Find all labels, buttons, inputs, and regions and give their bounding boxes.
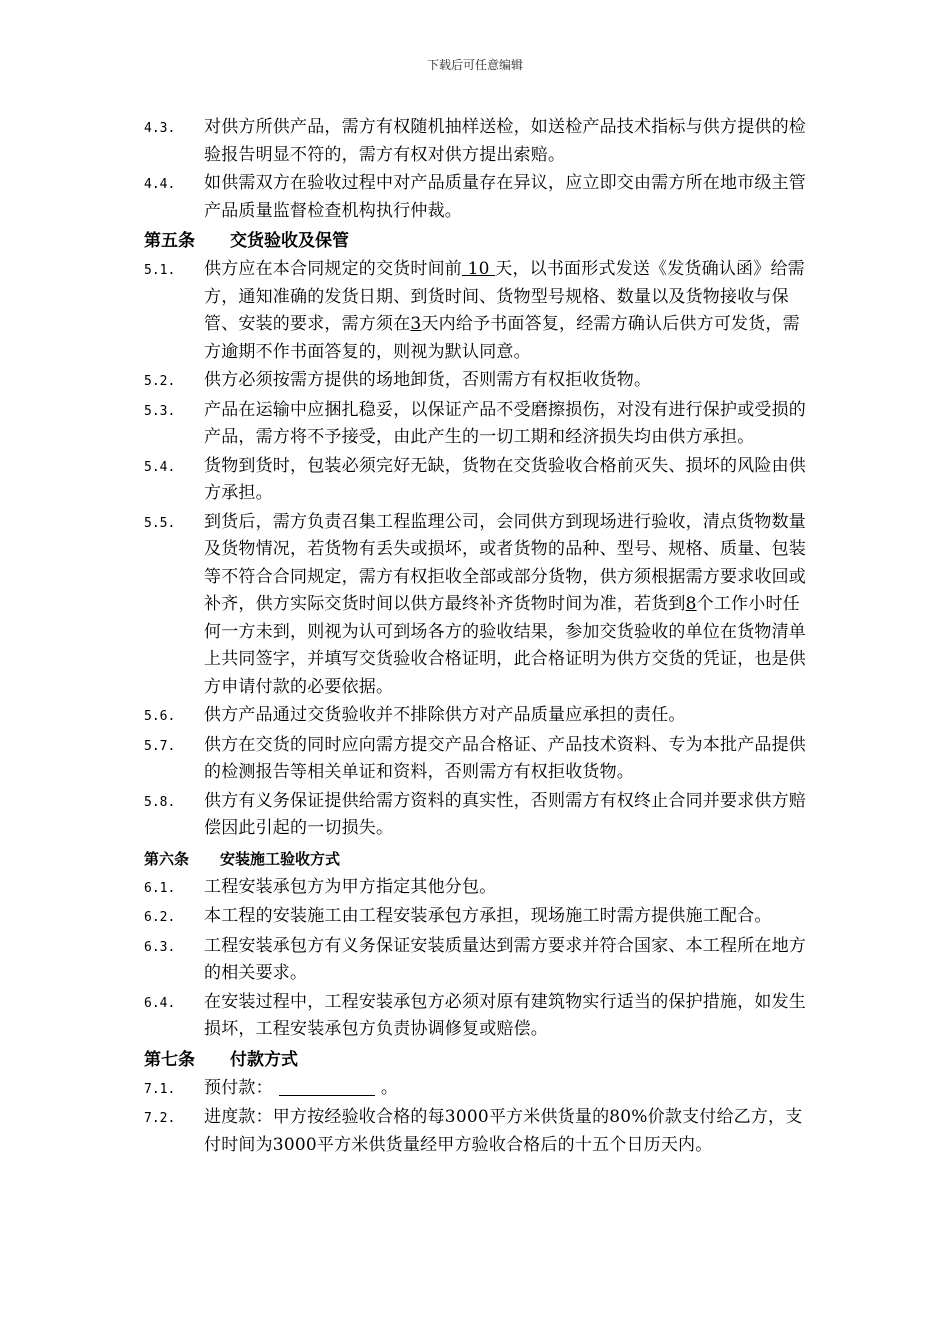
clause-5-3 (144, 397, 814, 452)
article-6-heading (144, 844, 814, 874)
clause-number: 6.2. (144, 910, 176, 925)
clause-text: 供方在交货的同时应向需方提交产品合格证、产品技术资料、专为本批产品提供的检测报告等相关单证和资料，否则需方有权拒收货物。 (204, 734, 806, 782)
page-header: 下载后可任意编辑 (426, 58, 523, 72)
reply-days-value: 3 (410, 314, 422, 334)
work-hours-value: 8 (685, 594, 697, 614)
clause-end-mark: 。 (380, 1077, 399, 1098)
article-7-heading (144, 1045, 814, 1075)
article-number: 第七条 (144, 1049, 195, 1070)
clause-text: 供方必须按需方提供的场地卸货，否则需方有权拒收货物。 (204, 370, 652, 390)
article-title: 交货验收及保管 (230, 231, 349, 251)
clause-number: 5.1. (144, 263, 176, 278)
clause-text (204, 1075, 814, 1104)
clause-number: 5.5. (144, 515, 176, 531)
clause-number: 6.3. (144, 939, 176, 955)
clause-number: 4.3. (144, 121, 176, 136)
clause-text: 货物到货时，包装必须完好无缺，货物在交货验收合格前灭失、损坏的风险由供方承担。 (204, 455, 806, 503)
clause-5-8 (144, 788, 814, 843)
clause-6-3 (144, 933, 814, 988)
clause-text (204, 256, 814, 366)
days-before-value: 10 (462, 259, 496, 279)
clause-text: 在安装过程中，工程安装承包方必须对原有建筑物实行适当的保护措施，如发生损坏，工程安装承包方负责协调修复或赔偿。 (204, 991, 806, 1039)
clause-5-6 (144, 702, 814, 731)
clause-5-5 (144, 509, 814, 702)
clause-number: 5.7. (144, 738, 176, 754)
clause-text-part: 供方应在本合同规定的交货时间前 (204, 259, 462, 279)
clause-text: 本工程的安装施工由工程安装承包方承担，现场施工时需方提供施工配合。 (204, 906, 772, 926)
clause-5-7 (144, 732, 814, 787)
clause-5-1 (144, 256, 814, 366)
clause-number: 7.2. (144, 1111, 176, 1126)
clause-number: 5.2. (144, 374, 176, 389)
clause-number: 7.1. (144, 1081, 176, 1097)
clause-number: 4.4. (144, 177, 176, 192)
advance-payment-label: 预付款： (204, 1077, 273, 1098)
clause-text (204, 509, 814, 702)
clause-5-2 (144, 367, 814, 396)
clause-text: 工程安装承包方为甲方指定其他分包。 (204, 876, 497, 897)
article-number: 第六条 (144, 849, 190, 868)
clause-number: 5.4. (144, 459, 176, 475)
article-5-heading (144, 226, 814, 256)
clause-6-1 (144, 874, 814, 903)
clause-6-4 (144, 989, 814, 1044)
clause-text: 供方有义务保证提供给需方资料的真实性，否则需方有权终止合同并要求供方赔偿因此引起的一切损失。 (204, 790, 806, 838)
clause-text: 对供方所供产品，需方有权随机抽样送检，如送检产品技术指标与供方提供的检验报告明显不符的，需方有权对供方提出索赔。 (204, 117, 806, 165)
clause-text: 如供需双方在验收过程中对产品质量存在异议，应立即交由需方所在地市级主管产品质量监督检查机构执行仲裁。 (204, 173, 806, 221)
clause-4-3 (144, 114, 814, 169)
clause-number: 5.3. (144, 403, 176, 419)
contract-body (144, 114, 814, 1160)
article-number: 第五条 (144, 231, 195, 251)
clause-4-4 (144, 170, 814, 225)
clause-5-4 (144, 453, 814, 508)
article-title: 付款方式 (230, 1049, 298, 1070)
clause-number: 6.4. (144, 995, 176, 1011)
clause-text: 工程安装承包方有义务保证安装质量达到需方要求并符合国家、本工程所在地方的相关要求。 (204, 935, 806, 983)
clause-text-part: 到货后，需方负责召集工程监理公司，会同供方到现场进行验收，清点货物数量及货物情况，若货物有丢失或损坏，或者货物的品种、型号、规格、质量、包装等不符合合同规定，需方有权拒收全部或部分货物，供方须根据需方要求收回或补齐，供方实际交货时间以供方最终补齐货物时间为准，若货到 (204, 511, 806, 614)
clause-7-2 (144, 1104, 814, 1159)
clause-6-2 (144, 903, 814, 932)
clause-text: 供方产品通过交货验收并不排除供方对产品质量应承担的责任。 (204, 705, 686, 725)
clause-text: 产品在运输中应捆扎稳妥，以保证产品不受磨擦损伤，对没有进行保护或受损的产品，需方将不予接受，由此产生的一切工期和经济损失均由供方承担。 (204, 399, 806, 447)
clause-number: 6.1. (144, 880, 176, 896)
clause-number: 5.6. (144, 709, 176, 724)
clause-text-part: 天内给予书面答复，经需方确认后供方可发货，需方逾期不作书面答复的，则视为默认同意。 (204, 314, 800, 362)
advance-payment-blank (279, 1077, 375, 1096)
clause-text-part: 个工作小时任何一方未到，则视为认可到场各方的验收结果，参加交货验收的单位在货物清单上共同签字，并填写交货验收合格证明，此合格证明为供方交货的凭证，也是供方申请付款的必要依据。 (204, 594, 806, 697)
article-title: 安装施工验收方式 (220, 849, 341, 868)
clause-text-part: 天，以书面形式发送《发货确认函》给需方，通知准确的发货日期、到货时间、货物型号规格、数量以及货物接收与保管、安装的要求，需方须在 (204, 259, 805, 334)
clause-7-1 (144, 1075, 814, 1104)
clause-text: 进度款：甲方按经验收合格的每3000平方米供货量的80%价款支付给乙方，支付时间为3000平方米供货量经甲方验收合格后的十五个日历天内。 (204, 1107, 803, 1155)
clause-number: 5.8. (144, 794, 176, 810)
